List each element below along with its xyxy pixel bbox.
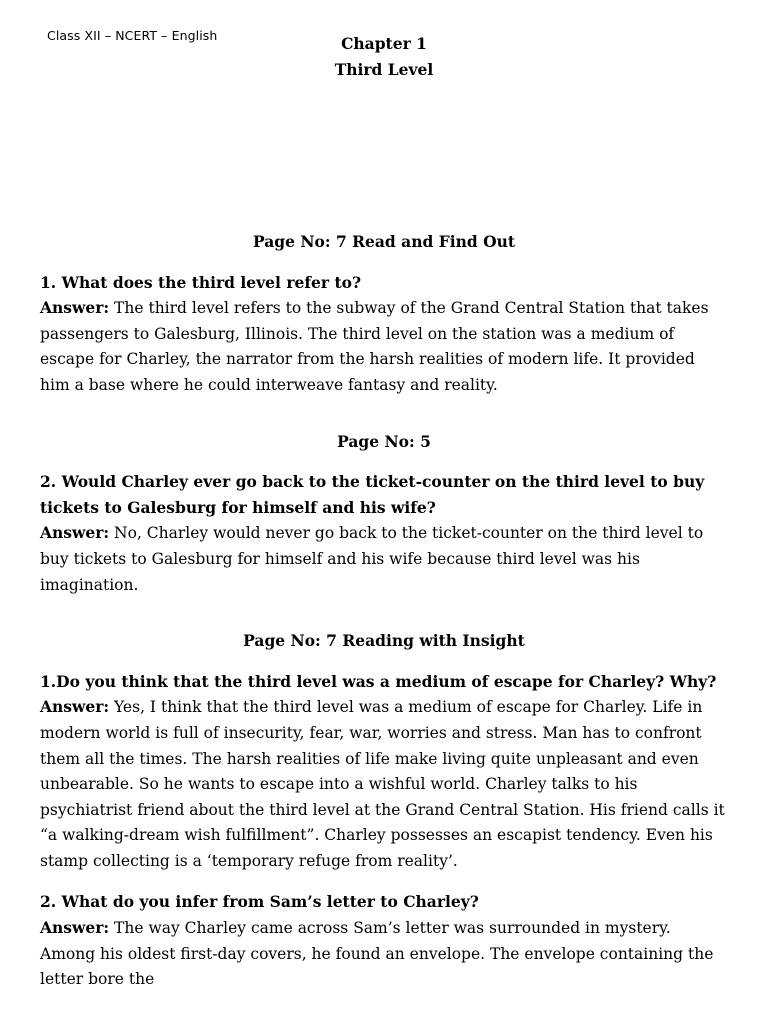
- section-heading: Page No: 7 Reading with Insight: [243, 631, 525, 651]
- section-heading: Page No: 7 Read and Find Out: [252, 232, 516, 251]
- question-text: 2. Would Charley ever go back to the ticket-counter on the third level to buy tickets to Galesburg for himself and his wife?: [40, 472, 705, 517]
- question-text: 2. What do you infer from Sam’s letter to Charley?: [40, 892, 479, 912]
- answer-text: The way Charley came across Sam’s letter was surrounded in mystery. Among his oldest first-day covers, he found an envelope. The envelope containing the letter bore the: [40, 919, 714, 989]
- chapter-title: Third Level: [334, 60, 434, 79]
- answer-label: Answer:: [40, 697, 110, 717]
- chapter-number: Chapter 1: [341, 34, 427, 53]
- chapter-title-block: [0, 31, 768, 83]
- question-text: 1. What does the third level refer to?: [40, 272, 362, 292]
- answer-label: Answer:: [40, 918, 110, 938]
- answer-paragraph: [40, 915, 728, 993]
- document-header-label: Class XII – NCERT – English: [47, 28, 218, 43]
- answer-text: Yes, I think that the third level was a medium of escape for Charley. Life in modern world is full of insecurity, fear, war, worries and stress. Man has to confront them all the times. The harsh realities of life make living quite unpleasant and even unbearable. So he wants to escape into a wishful world. Charley talks to his psychiatrist friend about the third level at the Grand Central Station. His friend calls it “a walking-dream wish fulfillment”. Charley possesses an escapist tendency. Even his stamp collecting is a ‘temporary refuge from reality’.: [40, 698, 725, 870]
- answer-label: Answer:: [40, 298, 110, 318]
- document-body: [40, 229, 728, 993]
- answer-paragraph: [40, 295, 728, 398]
- answer-text: No, Charley would never go back to the ticket-counter on the third level to buy tickets to Galesburg for himself and his wife because third level was his imagination.: [40, 524, 704, 594]
- answer-paragraph: [40, 520, 728, 598]
- question-text: 1.Do you think that the third level was a medium of escape for Charley? Why?: [40, 671, 717, 691]
- answer-text: The third level refers to the subway of the Grand Central Station that takes passengers to Galesburg, Illinois. The third level on the station was a medium of escape for Charley, the narrator from the harsh realities of modern life. It provided him a base where he could interweave fantasy and reality.: [40, 299, 709, 394]
- answer-label: Answer:: [40, 523, 110, 543]
- answer-paragraph: [40, 694, 728, 874]
- section-heading: Page No: 5: [337, 431, 431, 451]
